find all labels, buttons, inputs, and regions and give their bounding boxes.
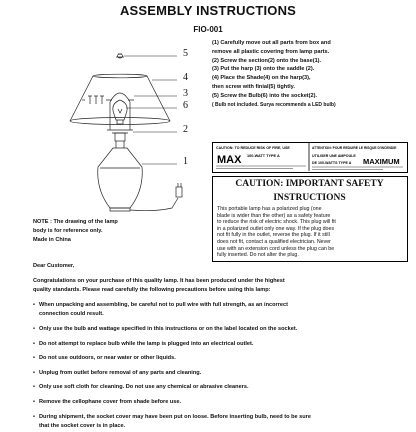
callout-5: 5 [183,48,188,59]
caution-line: does not fit, contact a qualified electrician. Never [217,238,331,245]
made-in: Made in China [33,237,71,243]
callout-4: 4 [183,72,188,83]
callout-6: 6 [183,100,188,111]
precaution-item: • Do not attempt to replace bulb while the lamp is plugged into an electrical outlet. [33,340,254,347]
caution-line: to reduce the risk of electric shock. This plug will fit [217,219,336,226]
caution-line: use with an extension cord unless the plug can be [217,245,335,252]
precaution-item: • Only use the bulb and wattage specified in this instructions or on the label located on the socket. [33,325,298,332]
label-row-fr-3: DE 100-WATTS TYPE A [312,161,352,165]
caution-line: This portable lamp has a polarized plug (one [217,206,322,212]
caution-line: blade is wider than the other) as a safety feature [217,212,331,219]
label-row-fr-2: UTILISER UNE AMPOULE [312,154,356,158]
caution-body [217,206,404,259]
precaution-item: • Remove the cellophane cover from shade before use. [33,398,182,405]
intro-line: quality standards. Please read carefully the following precautions before using this lamp: [33,287,271,294]
precaution-item: • Do not use outdoors, or near water or other liquids. [33,355,176,362]
intro-line: Congratulations on your purchase of this quality lamp. It has been produced under the highest [33,277,285,284]
caution-line: in a polarized outlet only one way. If the plug does [217,225,335,232]
label-row-en: CAUTION: TO REDUCE RISK OF FIRE, USE [216,146,290,150]
note-line: body is for reference only. [33,228,103,234]
base-drawing [98,141,143,211]
assembly-steps [212,39,410,109]
label-watt-en: 100-WATT TYPE A [247,154,280,158]
caution-title: CAUTION: IMPORTANT SAFETY [235,179,384,189]
precaution-item-cont: that the socket cover is in place. [39,423,126,430]
step-line: (4) Place the Shade(4) on the harp(3), [212,75,311,82]
greeting: Dear Customer, [33,263,75,269]
document-title: ASSEMBLY INSTRUCTIONS [119,3,297,18]
precaution-item: • Only use soft cloth for cleaning. Do not use any chemical or abrasive cleaners. [33,384,249,391]
cord-drawing [130,198,178,211]
note-line: NOTE : The drawing of the lamp [33,219,118,225]
caution-line: fully inserted. Do not alter the plug. [217,252,299,259]
plug-drawing [176,187,182,197]
step-line: remove all plastic covering from lamp parts. [212,48,330,55]
caution-line: not fit fully in the outlet, reverse the plug. If it still [217,232,330,239]
callout-3: 3 [183,88,188,99]
step-line: (1) Carefully move out all parts from box and [212,40,331,46]
precaution-item: • Unplug from outlet before removal of any parts and cleaning. [33,369,202,376]
label-row-fr: ATTENTION: POUR REDUIRE LE RISQUE D'INCENDIE [312,146,397,150]
precaution-item: • When unpacking and assembling, be careful not to pull wire with full strength, as an incorrect [33,301,288,308]
finial-drawing [116,54,124,58]
step-line: (5) Screw the Bulb(6) into the socket(2). [212,92,318,99]
callout-2: 2 [183,124,188,135]
reference-note [33,218,183,245]
label-max-fr: MAXIMUM [363,157,400,166]
wattage-warning-label [212,142,408,173]
customer-letter [33,262,403,432]
step-line: then screw with finial(5) tightly. [212,83,295,90]
small-parts-drawing [82,96,104,104]
step-note: ( Bulb not included. Surya recommends a LED bulb) [212,101,336,108]
shade-drawing [70,74,170,124]
step-line: (2) Screw the section(2) onto the base(1). [212,57,322,64]
callout-1: 1 [183,156,188,167]
bulb-drawing [113,100,127,124]
lamp-assembly-diagram [60,40,200,215]
safety-caution-box [212,176,408,262]
label-max-en: MAX [217,154,242,166]
model-number: FIO-001 [193,25,223,34]
precaution-item: • During shipment, the socket cover may have been put on loose. Before inserting bulb, need to be sure [33,413,311,420]
step-line: (3) Put the harp (3) onto the saddle (2). [212,66,315,73]
socket-drawing [107,130,133,141]
precaution-item-cont: connection could result. [39,311,104,318]
caution-subtitle: INSTRUCTIONS [273,193,346,203]
